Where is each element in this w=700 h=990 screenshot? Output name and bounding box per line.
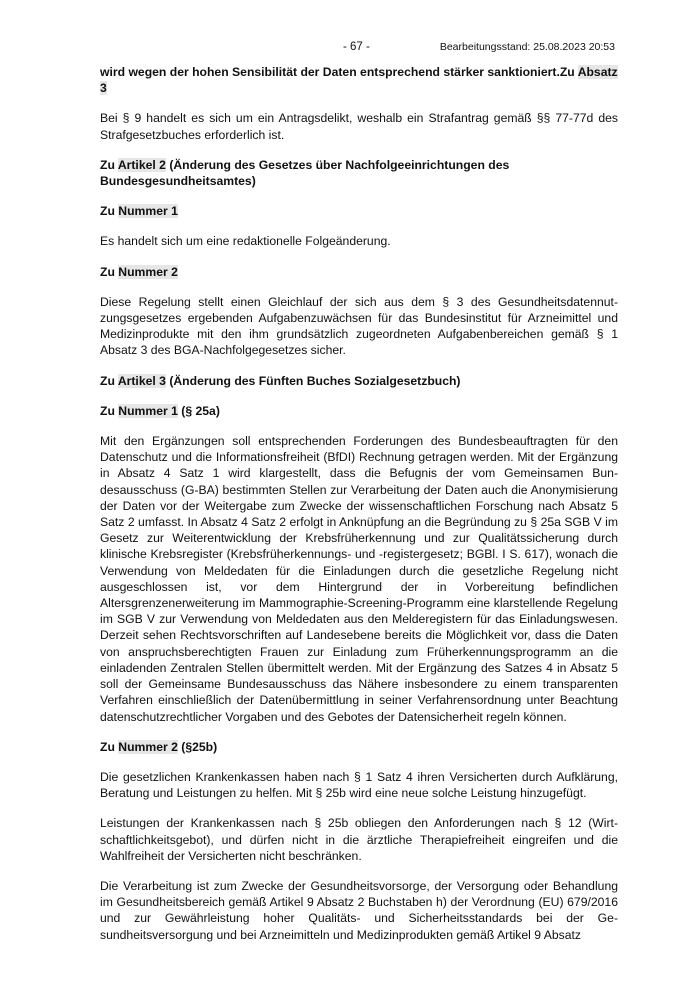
highlight-reference: Nummer 2 — [118, 264, 178, 279]
heading-artikel-2: Zu Artikel 2 (Änderung des Gesetzes über Nachfolgeeinrichtungen des Bundesgesundheitsamtes) — [100, 157, 510, 189]
paragraph-antragsdelikt: Bei § 9 handelt es sich um ein Antragsdelikt, weshalb ein Strafantrag gemäß §§ 77-77d des Strafgesetzbuches erforderlich ist. — [100, 111, 618, 142]
page-number: - 67 - — [343, 41, 370, 53]
highlight-reference: Nummer 1 — [118, 403, 178, 418]
paragraph-gleichlauf: Diese Regelung stellt einen Gleichlauf der sich aus dem § 3 des Gesundheitsdatennutzungsgesetzes ergebenden Aufgabenzuwächsen für das Bundesinstitut für Arzneimittel und Medizinprodukte mit den ihm grundsätzlich zugeordneten Aufgabenbereichen gemäß § 1 Absatz 3 des BGA-Nachfolgegesetzes sicher. — [100, 294, 618, 358]
paragraph-folgeaenderung: Es handelt sich um eine redaktionelle Folgeänderung. — [100, 234, 391, 249]
paragraph-krankenkassen: Die gesetzlichen Krankenkassen haben nach § 1 Satz 4 ihren Versicherten durch Aufklärung, Beratung und Leistungen zu helfen. Mit § 25b wird eine neue solche Leistung hinzugefügt. — [100, 769, 618, 801]
paragraph-ergaenzungen: Mit den Ergänzungen soll entsprechenden Forderungen des Bundesbeauftragten für den Datenschutz und die Informationsfreiheit (BfDI) Rechnung getragen werden. Mit der Ergänzung in Absatz 4 Satz 1 wird klargestellt, dass die Befugnis der vom Gemeinsamen Bundesausschuss (G-BA) bestimmten Stellen zur Verarbeitung der Daten auch die Anonymisierung der Daten vor der Weitergabe zum Zwecke der wissenschaftlichen Forschung nach Absatz 5 Satz 2 umfasst. In Absatz 4 Satz 2 erfolgt in Anknüpfung an die Begründung zu § 25a SGB V im Gesetz zur Weiterentwicklung der Krebsfrüherkennung und zur Qualitätssicherung durch klinische Krebsregister (Krebsfrüherkennungs- und -registergesetz; BGBl. I S. 617), wonach die Verwendung von Meldedaten für die Einladungen durch die gesetzliche Regelung nicht ausgeschlossen ist, vor dem Hintergrund der in Vorbereitung befindlichen Altersgrenzenerweiterung im Mammographie-Screening-Programm eine klarstellende Regelung im SGB V zur Verwendung von Meldedaten aus den Melderegistern für das Einladungswesen. Derzeit sehen Rechtsvorschriften auf Landesebene bereits die Möglichkeit vor, dass die Daten von anspruchsberechtigten Frauen zur Einladung zum Früherkennungsprogramm an die einladenden Zentralen Stellen übermittelt werden. Mit der Ergänzung des Satzes 4 in Absatz 5 soll der Gemeinsame Bundesausschuss das Nähere insbesondere zu einem transparenten Verfahren einschließlich der Datenübermittlung in seiner Verfahrensordnung unter Beachtung datenschutzrechtlicher Vorgaben und des Gebotes der Datensicherheit regeln können. — [100, 434, 618, 724]
highlight-reference: Absatz 3 — [100, 65, 618, 96]
highlight-reference: Nummer 1 — [118, 204, 178, 219]
heading-nummer-1: Zu Nummer 1 — [100, 204, 178, 219]
document-body — [100, 64, 618, 957]
highlight-reference: Artikel 2 — [117, 157, 166, 172]
highlight-reference: Nummer 2 — [118, 739, 178, 754]
edit-status: Bearbeitungsstand: 25.08.2023 20:53 — [439, 41, 615, 53]
paragraph-verarbeitung: Die Verarbeitung ist zum Zwecke der Gesundheitsvorsorge, der Versorgung oder Behandlung im Gesundheitsbereich gemäß Artikel 9 Absatz 2 Buchstaben h) der Verordnung (EU) 679/2016 und zur Gewährleistung hoher Qualitäts- und Sicherheitsstandards bei der Gesundheitsversorgung und bei Arzneimitteln und Medizinprodukten gemäß Artikel 9 Absatz — [100, 878, 618, 942]
paragraph-leistungen: Leistungen der Krankenkassen nach § 25b obliegen den Anforderungen nach § 12 (Wirtschaftlichkeitsgebot), und dürfen nicht in die ärztliche Therapiefreiheit eingreifen und die Wahlfreiheit der Versicherten nicht beschränken. — [100, 816, 618, 863]
heading-nummer-1-25a: Zu Nummer 1 (§ 25a) — [100, 403, 220, 418]
paragraph-lead: wird wegen der hohen Sensibilität der Daten entsprechend stärker sanktioniert.Zu Absatz 3 — [100, 65, 618, 96]
heading-nummer-2: Zu Nummer 2 — [100, 264, 178, 279]
page-header — [0, 41, 700, 57]
heading-artikel-3: Zu Artikel 3 (Änderung des Fünften Buches Sozialgesetzbuch) — [100, 373, 461, 388]
highlight-reference: Artikel 3 — [117, 373, 166, 388]
heading-nummer-2-25b: Zu Nummer 2 (§25b) — [100, 739, 218, 754]
